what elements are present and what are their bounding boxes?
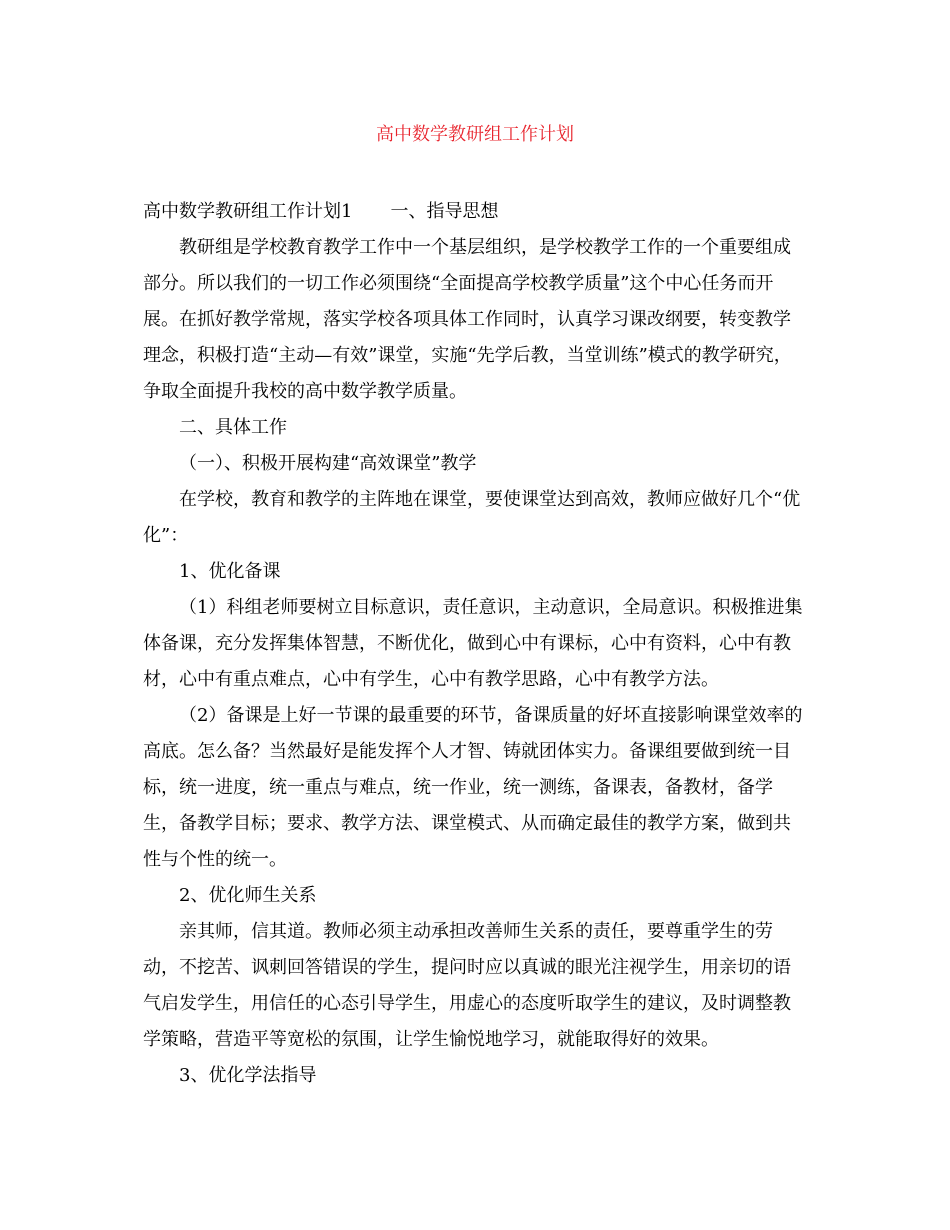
- subsection-heading: （一）、积极开展构建“高效课堂”教学: [179, 453, 477, 474]
- paragraph: 亲其师，信其道。教师必须主动承担改善师生关系的责任，要尊重学生的劳动，不挖苦、讽刺回答错误的学生，提问时应以真诚的眼光注视学生，用亲切的语气启发学生，用信任的心态引导学生，用虚心的态度听取学生的建议，及时调整教学策略，营造平等宽松的氛围，让学生愉悦地学习，就能取得好的效果。: [143, 921, 791, 1050]
- document-title: 高中数学教研组工作计划: [376, 124, 574, 145]
- paragraph: （2）备课是上好一节课的最重要的环节，备课质量的好坏直接影响课堂效率的高底。怎么备？当然最好是能发挥个人才智、铸就团体实力。备课组要做到统一目标，统一进度，统一重点与难点，统一作业，统一测练，备课表，备教材，备学生，备教学目标；要求、教学方法、课堂模式、从而确定最佳的教学方案，做到共性与个性的统一。: [143, 705, 803, 870]
- paragraph: 在学校，教育和教学的主阵地在课堂，要使课堂达到高效，教师应做好几个“优化”：: [143, 489, 801, 546]
- paragraph: 教研组是学校教育教学工作中一个基层组织，是学校教学工作的一个重要组成部分。所以我们的一切工作必须围绕“全面提高学校教学质量”这个中心任务而开展。在抓好教学常规，落实学校各项具体工作同时，认真学习课改纲要，转变教学理念，积极打造“主动—有效”课堂，实施“先学后教，当堂训练”模式的教学研究，争取全面提升我校的高中数学教学质量。: [143, 237, 792, 402]
- section-heading-guiding-thought: 一、指导思想: [390, 201, 499, 222]
- document-body: [143, 194, 803, 1094]
- paragraph: （1）科组老师要树立目标意识，责任意识，主动意识，全局意识。积极推进集体备课，充分发挥集体智慧，不断优化，做到心中有课标，心中有资料，心中有教材，心中有重点难点，心中有学生，心中有教学思路，心中有教学方法。: [143, 597, 803, 690]
- item-heading: 3、优化学法指导: [179, 1065, 317, 1086]
- first-line: [143, 194, 803, 230]
- item-heading: 1、优化备课: [179, 561, 281, 582]
- item-heading: 2、优化师生关系: [179, 885, 317, 906]
- section-heading: 二、具体工作: [179, 417, 287, 438]
- plan-number-label: 高中数学教研组工作计划1: [143, 201, 353, 222]
